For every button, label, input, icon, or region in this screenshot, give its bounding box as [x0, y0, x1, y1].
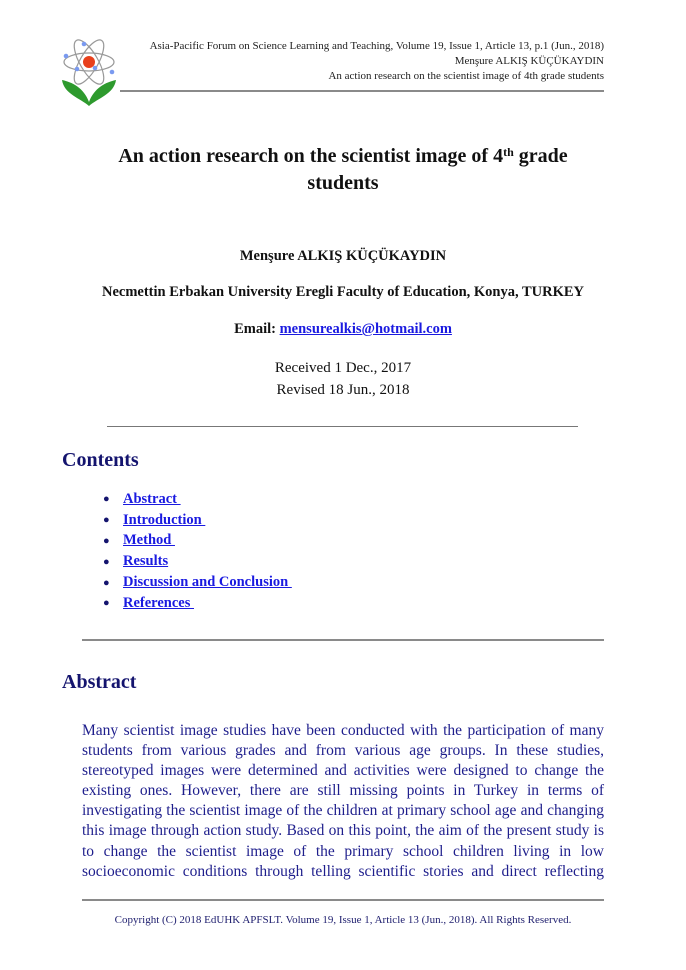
abstract-line: Many scientist image studies have been conducted with the participation of many — [82, 722, 604, 739]
toc-link-abstract[interactable]: Abstract — [123, 490, 181, 507]
toc-item — [103, 572, 292, 593]
abstract-line: existing ones. However, there are still missing points in Turkey in terms of — [82, 782, 604, 800]
received-date: Received 1 Dec., 2017 — [274, 360, 412, 376]
affiliation: Necmettin Erbakan University Eregli Faculty of Education, Konya, TURKEY — [102, 284, 584, 300]
contents-list — [103, 489, 292, 614]
toc-item — [103, 531, 292, 552]
email-label: Email: — [234, 321, 280, 337]
bullet-icon: ● — [103, 576, 110, 589]
title-superscript: th — [503, 145, 514, 159]
header-author-line: Menşure ALKIŞ KÜÇÜKAYDIN — [454, 55, 604, 67]
abstract-line: students from various grades and from various age groups. In these studies, — [82, 742, 604, 760]
bullet-icon: ● — [103, 493, 110, 506]
bullet-icon: ● — [103, 597, 110, 610]
toc-item — [103, 593, 292, 614]
email-line — [0, 321, 686, 338]
toc-link-results[interactable]: Results — [123, 553, 169, 570]
running-header — [150, 39, 604, 84]
author-name: Menşure ALKIŞ KÜÇÜKAYDIN — [239, 248, 447, 264]
abstract-line: investigating the scientist image of the children at primary school age and changing — [82, 802, 604, 820]
toc-link-references[interactable]: References — [123, 594, 194, 611]
toc-link-method[interactable]: Method — [123, 532, 175, 549]
title-divider — [107, 426, 578, 427]
toc-item — [103, 551, 292, 572]
abstract-line: to change the scientist image of the primary school children living in low — [82, 842, 604, 860]
bullet-icon: ● — [103, 534, 110, 547]
title-text-end: grade — [513, 145, 568, 167]
toc-link-discussion[interactable]: Discussion and Conclusion — [123, 574, 292, 591]
bullet-icon: ● — [103, 514, 110, 527]
abstract-line: stereotyped images were determined and activities were designed to change the — [82, 762, 604, 780]
email-link[interactable]: mensurealkis@hotmail.com — [279, 321, 452, 337]
journal-logo — [60, 36, 118, 108]
contents-divider — [82, 639, 604, 641]
toc-item — [103, 510, 292, 531]
abstract-body — [82, 721, 604, 882]
contents-heading: Contents — [62, 449, 139, 471]
copyright-footer: Copyright (C) 2018 EdUHK APFSLT. Volume 19, Issue 1, Article 13 (Jun., 2018). All Rights Reserved. — [114, 914, 572, 926]
abstract-heading: Abstract — [62, 671, 137, 693]
header-divider — [120, 90, 604, 92]
paper-title — [0, 143, 686, 197]
revised-date: Revised 18 Jun., 2018 — [276, 382, 410, 398]
title-line-2: students — [307, 172, 379, 194]
header-title-line: An action research on the scientist image of 4th grade students — [328, 70, 604, 82]
toc-item — [103, 489, 292, 510]
abstract-line: socioeconomic conditions through telling scientific stories and direct reflecting — [82, 862, 604, 880]
dates — [0, 357, 686, 401]
footer-divider — [82, 899, 604, 901]
title-text: An action research on the scientist image of 4 — [118, 145, 504, 167]
toc-link-introduction[interactable]: Introduction — [123, 511, 206, 528]
header-journal-line: Asia-Pacific Forum on Science Learning and Teaching, Volume 19, Issue 1, Article 13, p.1 (Jun., 2018) — [149, 40, 604, 52]
bullet-icon: ● — [103, 555, 110, 568]
abstract-line: this image through action study. Based on this point, the aim of the present study is — [82, 822, 604, 840]
